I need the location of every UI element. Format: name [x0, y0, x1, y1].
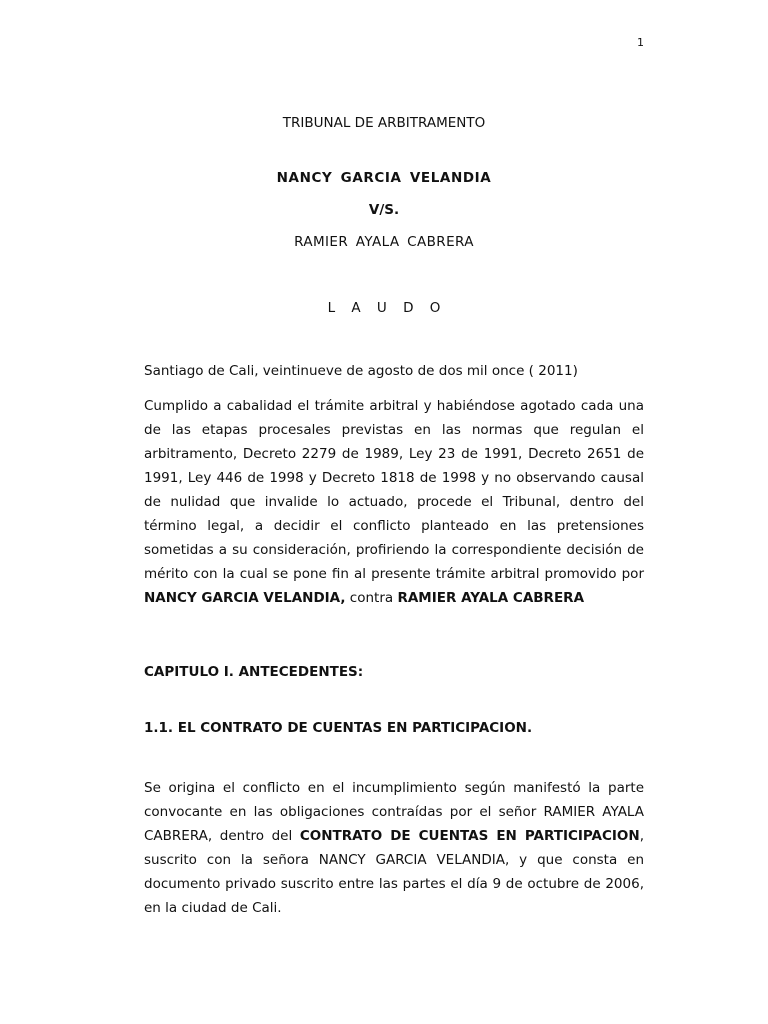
section-paragraph-part2: , suscrito con la señora NANCY GARCIA VELANDIA, y que consta en documento privado suscrito entre las partes el día 9 de octubre de 2006, en la ciudad de Cali.: [144, 828, 645, 916]
tribunal-title: TRIBUNAL DE ARBITRAMENTO: [282, 115, 486, 131]
section-paragraph-part1: Se origina el conflicto en el incumplimiento según manifestó la parte convocante en las obligaciones contraídas por el señor RAMIER AYALA CABRERA, dentro del: [144, 780, 644, 844]
date-line: Santiago de Cali, veintinueve de agosto de dos mil once ( 2011): [144, 363, 578, 379]
party-one-name: NANCY GARCIA VELANDIA: [276, 170, 492, 186]
claimant-name: NANCY GARCIA VELANDIA,: [144, 590, 346, 606]
intro-connector: contra: [345, 590, 398, 606]
intro-paragraph: [144, 394, 644, 610]
intro-paragraph-text: Cumplido a cabalidad el trámite arbitral y habiéndose agotado cada una de las etapas procesales previstas en las normas que regulan el arbitramento, Decreto 2279 de 1989, Ley 23 de 1991, Decreto 2651 de 1991, Ley 446 de 1998 y Decreto 1818 de 1998 y no observando causal de nulidad que invalide lo actuado, procede el Tribunal, dentro del término legal, a decidir el conflicto planteado en las pretensiones sometidas a su consideración, profiriendo la correspondiente decisión de mérito con la cual se pone fin al presente trámite arbitral promovido por: [144, 398, 644, 582]
document-type-title: L A U D O: [327, 300, 447, 316]
chapter-heading: CAPITULO I. ANTECEDENTES:: [144, 664, 364, 680]
section-paragraph: [144, 776, 644, 920]
section-heading: 1.1. EL CONTRATO DE CUENTAS EN PARTICIPACION.: [144, 720, 533, 736]
party-two-name: RAMIER AYALA CABRERA: [294, 234, 474, 250]
versus-label: V/S.: [368, 202, 400, 218]
contract-name: CONTRATO DE CUENTAS EN PARTICIPACION: [299, 828, 640, 844]
page-number: 1: [637, 36, 644, 49]
respondent-name: RAMIER AYALA CABRERA: [397, 590, 585, 606]
